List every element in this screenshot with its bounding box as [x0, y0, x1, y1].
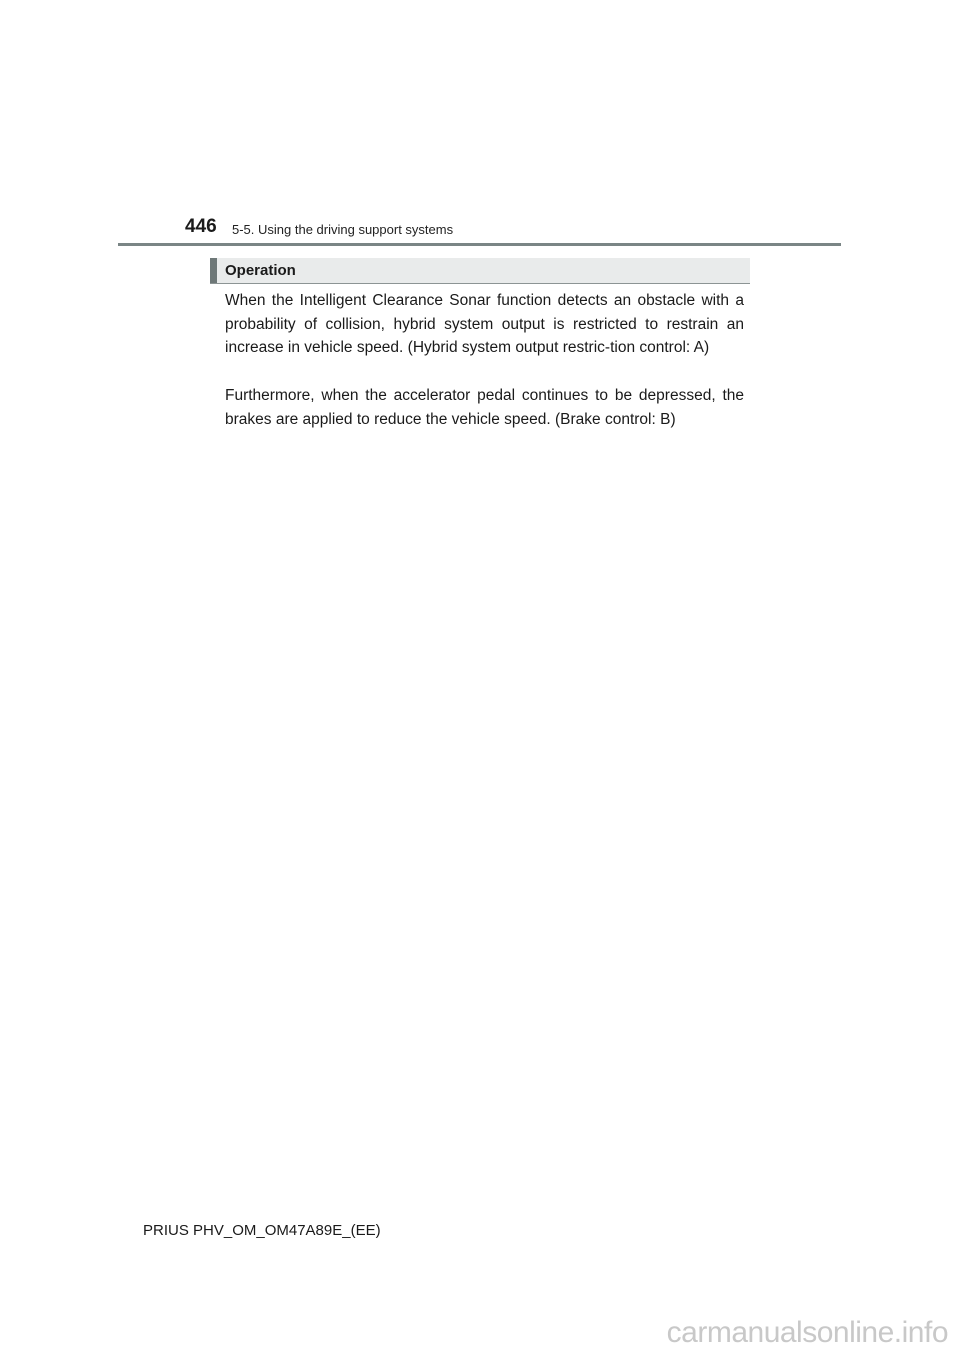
section-heading	[210, 258, 750, 284]
body-paragraph: When the Intelligent Clearance Sonar function detects an obstacle with a probability of collision, hybrid system output is restricted to restrain an increase in vehicle speed. (Hybrid system output restric-tion control: A)	[225, 292, 744, 356]
body-paragraph: Furthermore, when the accelerator pedal continues to be depressed, the brakes are applied to reduce the vehicle speed. (Brake control: B)	[225, 387, 744, 428]
header-rule	[118, 243, 841, 246]
watermark: carmanualsonline.info	[666, 1316, 948, 1349]
heading-accent-bar	[210, 258, 217, 283]
heading-label: Operation	[225, 262, 296, 279]
footer-document-code: PRIUS PHV_OM_OM47A89E_(EE)	[143, 1222, 381, 1239]
page-number: 446	[185, 216, 217, 237]
section-title: 5-5. Using the driving support systems	[232, 222, 454, 237]
